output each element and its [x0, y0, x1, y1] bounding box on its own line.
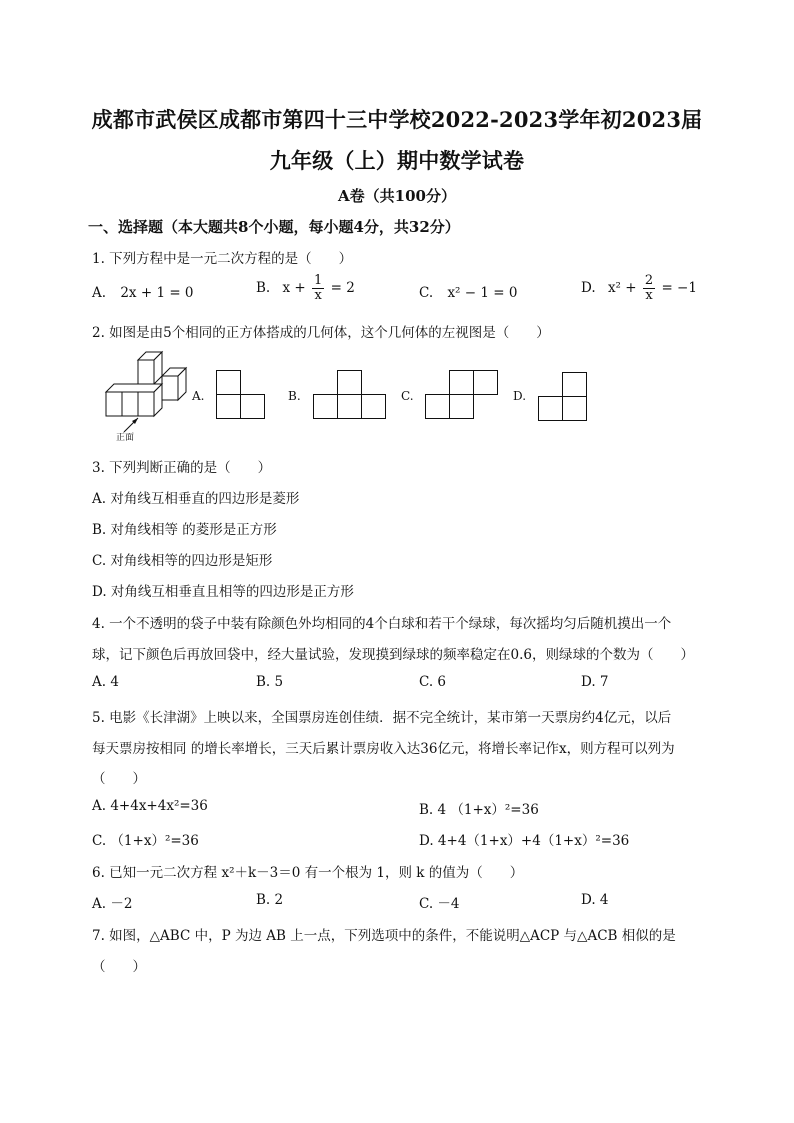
q1-c-label: C.: [419, 285, 434, 301]
q2-b-label: B.: [288, 389, 301, 403]
exam-title-line2: 九年级（上）期中数学试卷: [269, 148, 525, 173]
q1-d-denominator: x: [645, 288, 653, 303]
q1-b-label: B.: [256, 280, 271, 296]
q1-b-pre: x +: [282, 280, 306, 296]
q5-line3: （ ）: [92, 771, 146, 787]
section-heading: 一、选择题（本大题共8个小题，每小题4分，共32分）: [88, 218, 460, 236]
exam-subtitle: A卷（共100分）: [338, 187, 456, 205]
q4-option-a: A. 4: [92, 674, 119, 690]
exam-title-line1: 成都市武侯区成都市第四十三中学校2022-2023学年初2023届: [91, 107, 703, 132]
q2-a-label: A.: [192, 389, 205, 403]
q7-line1: 7. 如图，△ABC 中，P 为边 AB 上一点，下列选项中的条件，不能说明△ACP 与△ACB 相似的是: [92, 928, 676, 944]
q1-d-pre: x² +: [607, 280, 637, 296]
q1-c-equation: x² − 1 = 0: [447, 285, 518, 301]
front-view-label: 正面: [116, 433, 135, 443]
q1-d-fraction: [643, 274, 655, 303]
q4-option-d: D. 7: [581, 674, 609, 690]
q5-option-a: A. 4+4x+4x²=36: [92, 798, 208, 814]
q1-b-denominator: x: [314, 288, 322, 303]
q1-b-fraction: [312, 274, 324, 303]
q1-stem: 1. 下列方程中是一元二次方程的是（ ）: [92, 251, 353, 267]
q3-option-d: D. 对角线互相垂直且相等的四边形是正方形: [92, 584, 354, 600]
q4-line2: 球，记下颜色后再放回袋中，经大量试验，发现摸到绿球的频率稳定在0.6，则绿球的个数为（ ）: [92, 647, 694, 663]
q1-b-post: = 2: [330, 280, 355, 296]
q2-stem: 2. 如图是由5个相同的正方体搭成的几何体，这个几何体的左视图是（ ）: [92, 325, 550, 341]
q5-line2: 每天票房按相同 的增长率增长，三天后累计票房收入达36亿元，将增长率记作x，则方程可以列为: [92, 741, 675, 757]
q4-line1: 4. 一个不透明的袋子中装有除颜色外均相同的4个白球和若干个绿球，每次摇均匀后随机摸出一个: [92, 616, 672, 632]
q6-option-c: C. －4: [419, 896, 460, 912]
q1-option-a: [92, 285, 194, 301]
q1-b-numerator: 1: [314, 273, 323, 288]
q6-option-a: A. －2: [92, 896, 133, 912]
q1-a-equation: 2x + 1 = 0: [120, 285, 194, 301]
q3-option-a: A. 对角线互相垂直的四边形是菱形: [92, 491, 300, 507]
q3-option-b: B. 对角线相等 的菱形是正方形: [92, 522, 277, 538]
q2-option-b-view: [313, 370, 389, 420]
q1-d-label: D.: [581, 280, 596, 296]
q2-option-d-view: [538, 372, 588, 422]
q2-option-a-view: [216, 370, 266, 420]
q5-line1: 5. 电影《长津湖》上映以来，全国票房连创佳绩．据不完全统计，某市第一天票房约4亿元，以后: [92, 710, 672, 726]
q1-option-c: [419, 285, 517, 301]
q7-line2: （ ）: [92, 959, 146, 975]
q6-stem: 6. 已知一元二次方程 x²＋k－3＝0 有一个根为 1，则 k 的值为（ ）: [92, 865, 524, 881]
q4-option-c: C. 6: [419, 674, 447, 690]
q3-option-c: C. 对角线相等的四边形是矩形: [92, 553, 273, 569]
q1-d-post: = −1: [661, 280, 697, 296]
q1-option-b: [256, 274, 355, 303]
q1-d-numerator: 2: [644, 273, 654, 288]
q6-option-b: B. 2: [256, 892, 284, 908]
q2-option-c-view: [425, 370, 501, 420]
q4-option-b: B. 5: [256, 674, 284, 690]
q2-d-label: D.: [513, 389, 527, 403]
q2-c-label: C.: [401, 389, 414, 403]
q5-option-c: C. （1+x）²=36: [92, 833, 199, 849]
q5-option-d: D. 4+4（1+x）+4（1+x）²=36: [419, 833, 630, 849]
q1-a-label: A.: [92, 285, 107, 301]
q5-option-b: B. 4 （1+x）²=36: [419, 802, 539, 818]
q1-option-d: [581, 274, 697, 303]
q6-option-d: D. 4: [581, 892, 609, 908]
q3-stem: 3. 下列判断正确的是（ ）: [92, 460, 272, 476]
